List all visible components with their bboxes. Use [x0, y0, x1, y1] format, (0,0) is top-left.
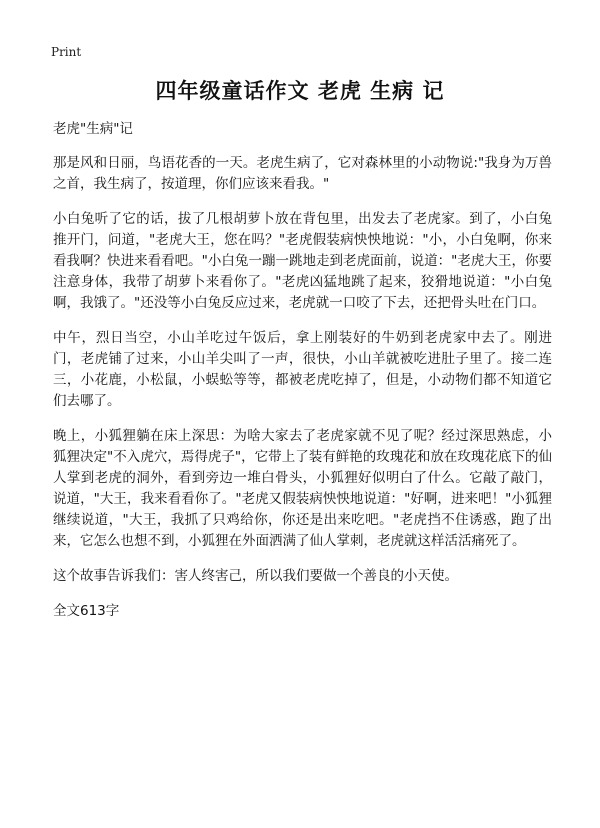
- paragraph: 那是风和日丽，鸟语花香的一天。老虎生病了，它对森林里的小动物说:"我身为万兽之首，我生病了，按道理，你们应该来看我。": [53, 155, 552, 192]
- paragraph: 小白兔听了它的话，拔了几根胡萝卜放在背包里，出发去了老虎家。到了，小白兔推开门，问道，"老虎大王，您在吗？"老虎假装病怏怏地说："小，小白兔啊，你来看我啊？快进来看看吧。"小白兔一蹦一跳地走到老虎面前，说道："老虎大王，你要注意身体，我带了胡萝卜来看你了。"老虎凶猛地跳了起来，狡猾地说道："小白兔啊，我饿了。"还没等小白兔反应过来，老虎就一口咬了下去，还把骨头吐在门口。: [53, 211, 552, 311]
- paragraph: 这个故事告诉我们：害人终害己，所以我们要做一个善良的小天使。: [53, 568, 458, 584]
- paragraph: 中午，烈日当空，小山羊吃过午饭后，拿上刚装好的牛奶到老虎家中去了。刚进门，老虎铺了过来，小山羊尖叫了一声，很快，小山羊就被吃进肚子里了。接二连三，小花鹿，小松鼠，小蜈蚣等等，都被老虎吃掉了，但是，小动物们都不知道它们去哪了。: [53, 330, 552, 409]
- paragraph: 晚上，小狐狸躺在床上深思：为啥大家去了老虎家就不见了呢？经过深思熟虑，小狐狸决定"不入虎穴，焉得虎子"，它带上了装有鲜艳的玫瑰花和放在玫瑰花底下的仙人掌到老虎的洞外，看到旁边一堆白骨头，小狐狸好似明白了什么。它敲了敲门，说道，"大王，我来看看你了。"老虎又假装病怏怏地说道："好啊，进来吧！"小狐狸继续说道，"大王，我抓了只鸡给你，你还是出来吃吧。"老虎挡不住诱惑，跑了出来，它怎么也想不到，小狐狸在外面洒满了仙人掌刺，老虎就这样活活痛死了。: [53, 428, 552, 549]
- print-link[interactable]: Print: [51, 45, 82, 59]
- article-title: 四年级童话作文 老虎 生病 记: [155, 79, 445, 103]
- article-subtitle: 老虎"生病"记: [53, 121, 133, 137]
- word-count: 全文613字: [53, 603, 120, 619]
- article-body: [53, 119, 552, 636]
